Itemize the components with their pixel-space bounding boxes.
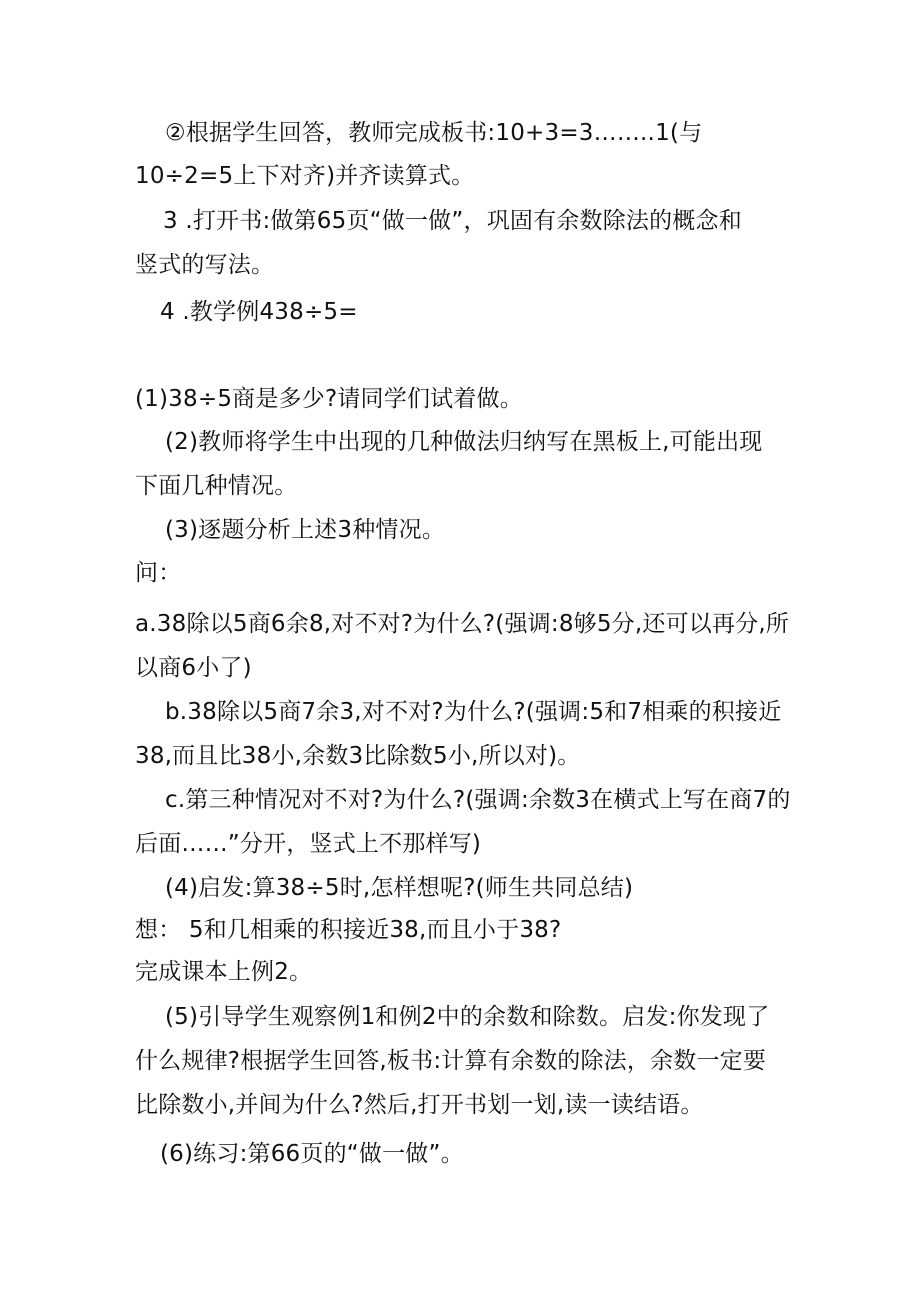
text-line: 以商6小了) bbox=[135, 655, 252, 681]
text-line: 38,而且比38小,余数3比除数5小,所以对)。 bbox=[135, 743, 581, 769]
text-line: 问： bbox=[135, 560, 182, 586]
text-line: 下面几种情况。 bbox=[135, 473, 298, 499]
text-line: (2)教师将学生中出现的几种做法归纳写在黑板上,可能出现 bbox=[165, 429, 763, 455]
text-line: (4)启发:算38÷5时,怎样想呢?(师生共同总结) bbox=[165, 875, 634, 901]
text-line: (6)练习:第66页的“做一做”。 bbox=[160, 1141, 464, 1167]
text-line: (3)逐题分析上述3种情况。 bbox=[165, 517, 446, 543]
text-line: 想： 5和几相乘的积接近38,而且小于38? bbox=[135, 917, 562, 943]
text-line: c.第三种情况对不对?为什么?(强调:余数3在横式上写在商7的 bbox=[165, 787, 791, 813]
text-line: (1)38÷5商是多少?请同学们试着做。 bbox=[135, 386, 523, 412]
text-line: b.38除以5商7余3,对不对?为什么?(强调:5和7相乘的积接近 bbox=[165, 699, 782, 725]
text-line: 什么规律?根据学生回答,板书:计算有余数的除法，余数一定要 bbox=[135, 1048, 767, 1074]
text-line: a.38除以5商6余8,对不对?为什么?(强调:8够5分,还可以再分,所 bbox=[135, 611, 790, 637]
text-line: 完成课本上例2。 bbox=[135, 959, 313, 985]
text-line: 竖式的写法。 bbox=[135, 252, 275, 278]
text-line: 10÷2=5上下对齐)并齐读算式。 bbox=[135, 163, 475, 189]
text-line: 3 .打开书:做第65页“做一做”，巩固有余数除法的概念和 bbox=[163, 208, 742, 234]
text-line: (5)引导学生观察例1和例2中的余数和除数。启发:你发现了 bbox=[165, 1004, 770, 1030]
text-line: 比除数小,并间为什么?然后,打开书划一划,读一读结语。 bbox=[135, 1092, 704, 1118]
text-line: 后面……”分开，竖式上不那样写) bbox=[135, 831, 482, 857]
text-line: ②根据学生回答，教师完成板书:10+3=3……..1(与 bbox=[165, 120, 703, 146]
text-line: 4 .教学例438÷5= bbox=[160, 299, 358, 325]
